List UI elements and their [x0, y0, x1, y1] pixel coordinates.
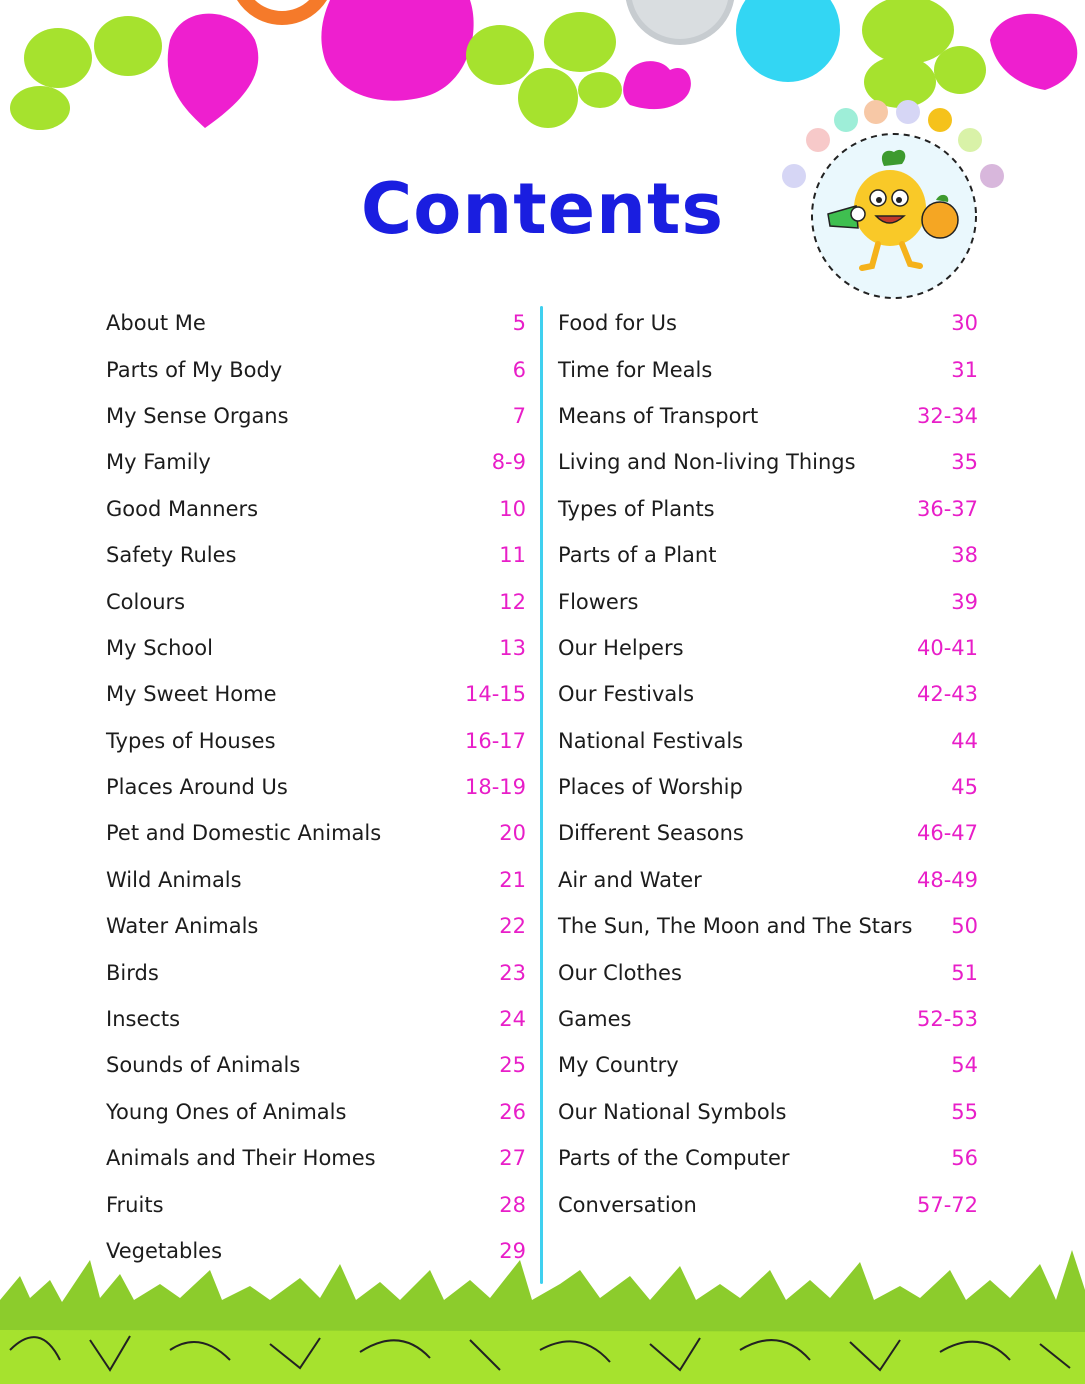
toc-page-number: 42-43 [916, 682, 978, 707]
toc-entry [106, 393, 526, 439]
toc-topic: Air and Water [558, 867, 702, 892]
toc-topic: Types of Houses [106, 728, 276, 753]
toc-page-number: 40-41 [916, 635, 978, 660]
toc-topic: Time for Meals [558, 357, 713, 382]
toc-entry [106, 532, 526, 578]
toc-page-number: 11 [499, 543, 526, 568]
toc-page-number: 45 [951, 775, 978, 800]
toc-page-number: 32-34 [916, 403, 978, 428]
column-divider [540, 306, 543, 1284]
toc-entry [106, 996, 526, 1042]
toc-entry [558, 996, 978, 1042]
toc-page-number: 55 [951, 1099, 978, 1124]
toc-entry [558, 346, 978, 392]
toc-entry [558, 393, 978, 439]
toc-topic: Safety Rules [106, 543, 237, 568]
toc-topic: Our National Symbols [558, 1099, 787, 1124]
toc-topic: Insects [106, 1007, 181, 1032]
toc-topic: Birds [106, 960, 159, 985]
toc-page-number: 6 [512, 357, 526, 382]
toc-page-number: 56 [951, 1146, 978, 1171]
toc-page-number: 50 [951, 914, 978, 939]
toc-entry [558, 810, 978, 856]
toc-right-column [558, 300, 978, 1228]
toc-page-number: 10 [499, 496, 526, 521]
toc-page-number: 27 [499, 1146, 526, 1171]
toc-entry [106, 625, 526, 671]
toc-topic: Games [558, 1007, 632, 1032]
toc-page-number: 39 [951, 589, 978, 614]
toc-entry [558, 1135, 978, 1181]
toc-topic: Our Helpers [558, 635, 684, 660]
toc-page-number: 38 [951, 543, 978, 568]
toc-page-number: 35 [951, 450, 978, 475]
toc-topic: Sounds of Animals [106, 1053, 301, 1078]
toc-entry [106, 578, 526, 624]
toc-topic: Flowers [558, 589, 639, 614]
toc-page-number: 7 [512, 403, 526, 428]
toc-page-number: 44 [951, 728, 978, 753]
toc-page-number: 5 [512, 311, 526, 336]
toc-entry [558, 625, 978, 671]
toc-entry [558, 532, 978, 578]
toc-page-number: 28 [499, 1192, 526, 1217]
toc-entry [106, 671, 526, 717]
toc-topic: Our Clothes [558, 960, 682, 985]
toc-entry [106, 486, 526, 532]
toc-topic: Parts of the Computer [558, 1146, 790, 1171]
toc-page-number: 26 [499, 1099, 526, 1124]
toc-entry [106, 857, 526, 903]
toc-entry [558, 439, 978, 485]
toc-entry [558, 764, 978, 810]
toc-entry [106, 764, 526, 810]
toc-page-number: 30 [951, 311, 978, 336]
toc-topic: My Sweet Home [106, 682, 277, 707]
toc-page-number: 22 [499, 914, 526, 939]
toc-entry [558, 1042, 978, 1088]
toc-page-number: 14-15 [464, 682, 526, 707]
toc-entry [106, 903, 526, 949]
toc-page-number: 57-72 [916, 1192, 978, 1217]
toc-topic: My Sense Organs [106, 403, 289, 428]
toc-topic: Pet and Domestic Animals [106, 821, 382, 846]
toc-page-number: 54 [951, 1053, 978, 1078]
toc-topic: Different Seasons [558, 821, 744, 846]
toc-left-column [106, 300, 526, 1274]
toc-topic: Vegetables [106, 1239, 223, 1263]
toc-entry [558, 857, 978, 903]
toc-entry [558, 671, 978, 717]
toc-page-number: 13 [499, 635, 526, 660]
toc-entry [558, 486, 978, 532]
toc-entry [558, 578, 978, 624]
toc-topic: Living and Non-living Things [558, 450, 856, 475]
toc-page-number: 36-37 [916, 496, 978, 521]
toc-page-number: 46-47 [916, 821, 978, 846]
toc-entry [106, 718, 526, 764]
toc-entry [106, 949, 526, 995]
toc-page-number: 20 [499, 821, 526, 846]
page-title: Contents [360, 168, 725, 250]
toc-topic: My Family [106, 450, 211, 475]
toc-entry [106, 1135, 526, 1181]
toc-page-number: 12 [499, 589, 526, 614]
toc-entry [558, 300, 978, 346]
toc-entry [558, 1181, 978, 1227]
toc-topic: My Country [558, 1053, 679, 1078]
toc-topic: Good Manners [106, 496, 259, 521]
toc-topic: National Festivals [558, 728, 744, 753]
toc-entry [106, 346, 526, 392]
toc-page-number: 24 [499, 1007, 526, 1032]
toc-topic: Parts of a Plant [558, 543, 717, 568]
toc-page-number: 51 [951, 960, 978, 985]
toc-topic: Colours [106, 589, 186, 614]
toc-topic: Means of Transport [558, 403, 759, 428]
toc-page-number: 8-9 [491, 450, 526, 475]
toc-topic: Water Animals [106, 914, 259, 939]
toc-entry [558, 949, 978, 995]
toc-page-number: 16-17 [464, 728, 526, 753]
toc-entry [558, 718, 978, 764]
toc-topic: Places Around Us [106, 775, 288, 800]
toc-entry [106, 810, 526, 856]
toc-topic: Our Festivals [558, 682, 695, 707]
toc-entry [106, 439, 526, 485]
toc-page-number: 48-49 [916, 867, 978, 892]
toc-topic: Types of Plants [558, 496, 715, 521]
toc-topic: Wild Animals [106, 867, 242, 892]
toc-topic: The Sun, The Moon and The Stars [558, 914, 913, 939]
grass-border-decoration [0, 1240, 1085, 1384]
toc-topic: My School [106, 635, 213, 660]
toc-topic: Parts of My Body [106, 357, 283, 382]
toc-topic: Young Ones of Animals [106, 1099, 347, 1124]
toc-entry [106, 1042, 526, 1088]
toc-entry [106, 1181, 526, 1227]
toc-topic: Animals and Their Homes [106, 1146, 376, 1171]
fruit-mascot-icon [778, 96, 1008, 306]
toc-entry [558, 903, 978, 949]
toc-entry [558, 1089, 978, 1135]
toc-page-number: 31 [951, 357, 978, 382]
toc-topic: Places of Worship [558, 775, 743, 800]
toc-page-number: 25 [499, 1053, 526, 1078]
toc-topic: About Me [106, 311, 206, 336]
toc-page-number: 52-53 [916, 1007, 978, 1032]
toc-page-number: 18-19 [464, 775, 526, 800]
toc-page-number: 21 [499, 867, 526, 892]
toc-entry [106, 1089, 526, 1135]
toc-topic: Food for Us [558, 311, 677, 336]
toc-topic: Conversation [558, 1192, 697, 1217]
toc-topic: Fruits [106, 1192, 164, 1217]
toc-page-number: 23 [499, 960, 526, 985]
toc-page-number: 29 [499, 1239, 526, 1263]
toc-entry [106, 300, 526, 346]
